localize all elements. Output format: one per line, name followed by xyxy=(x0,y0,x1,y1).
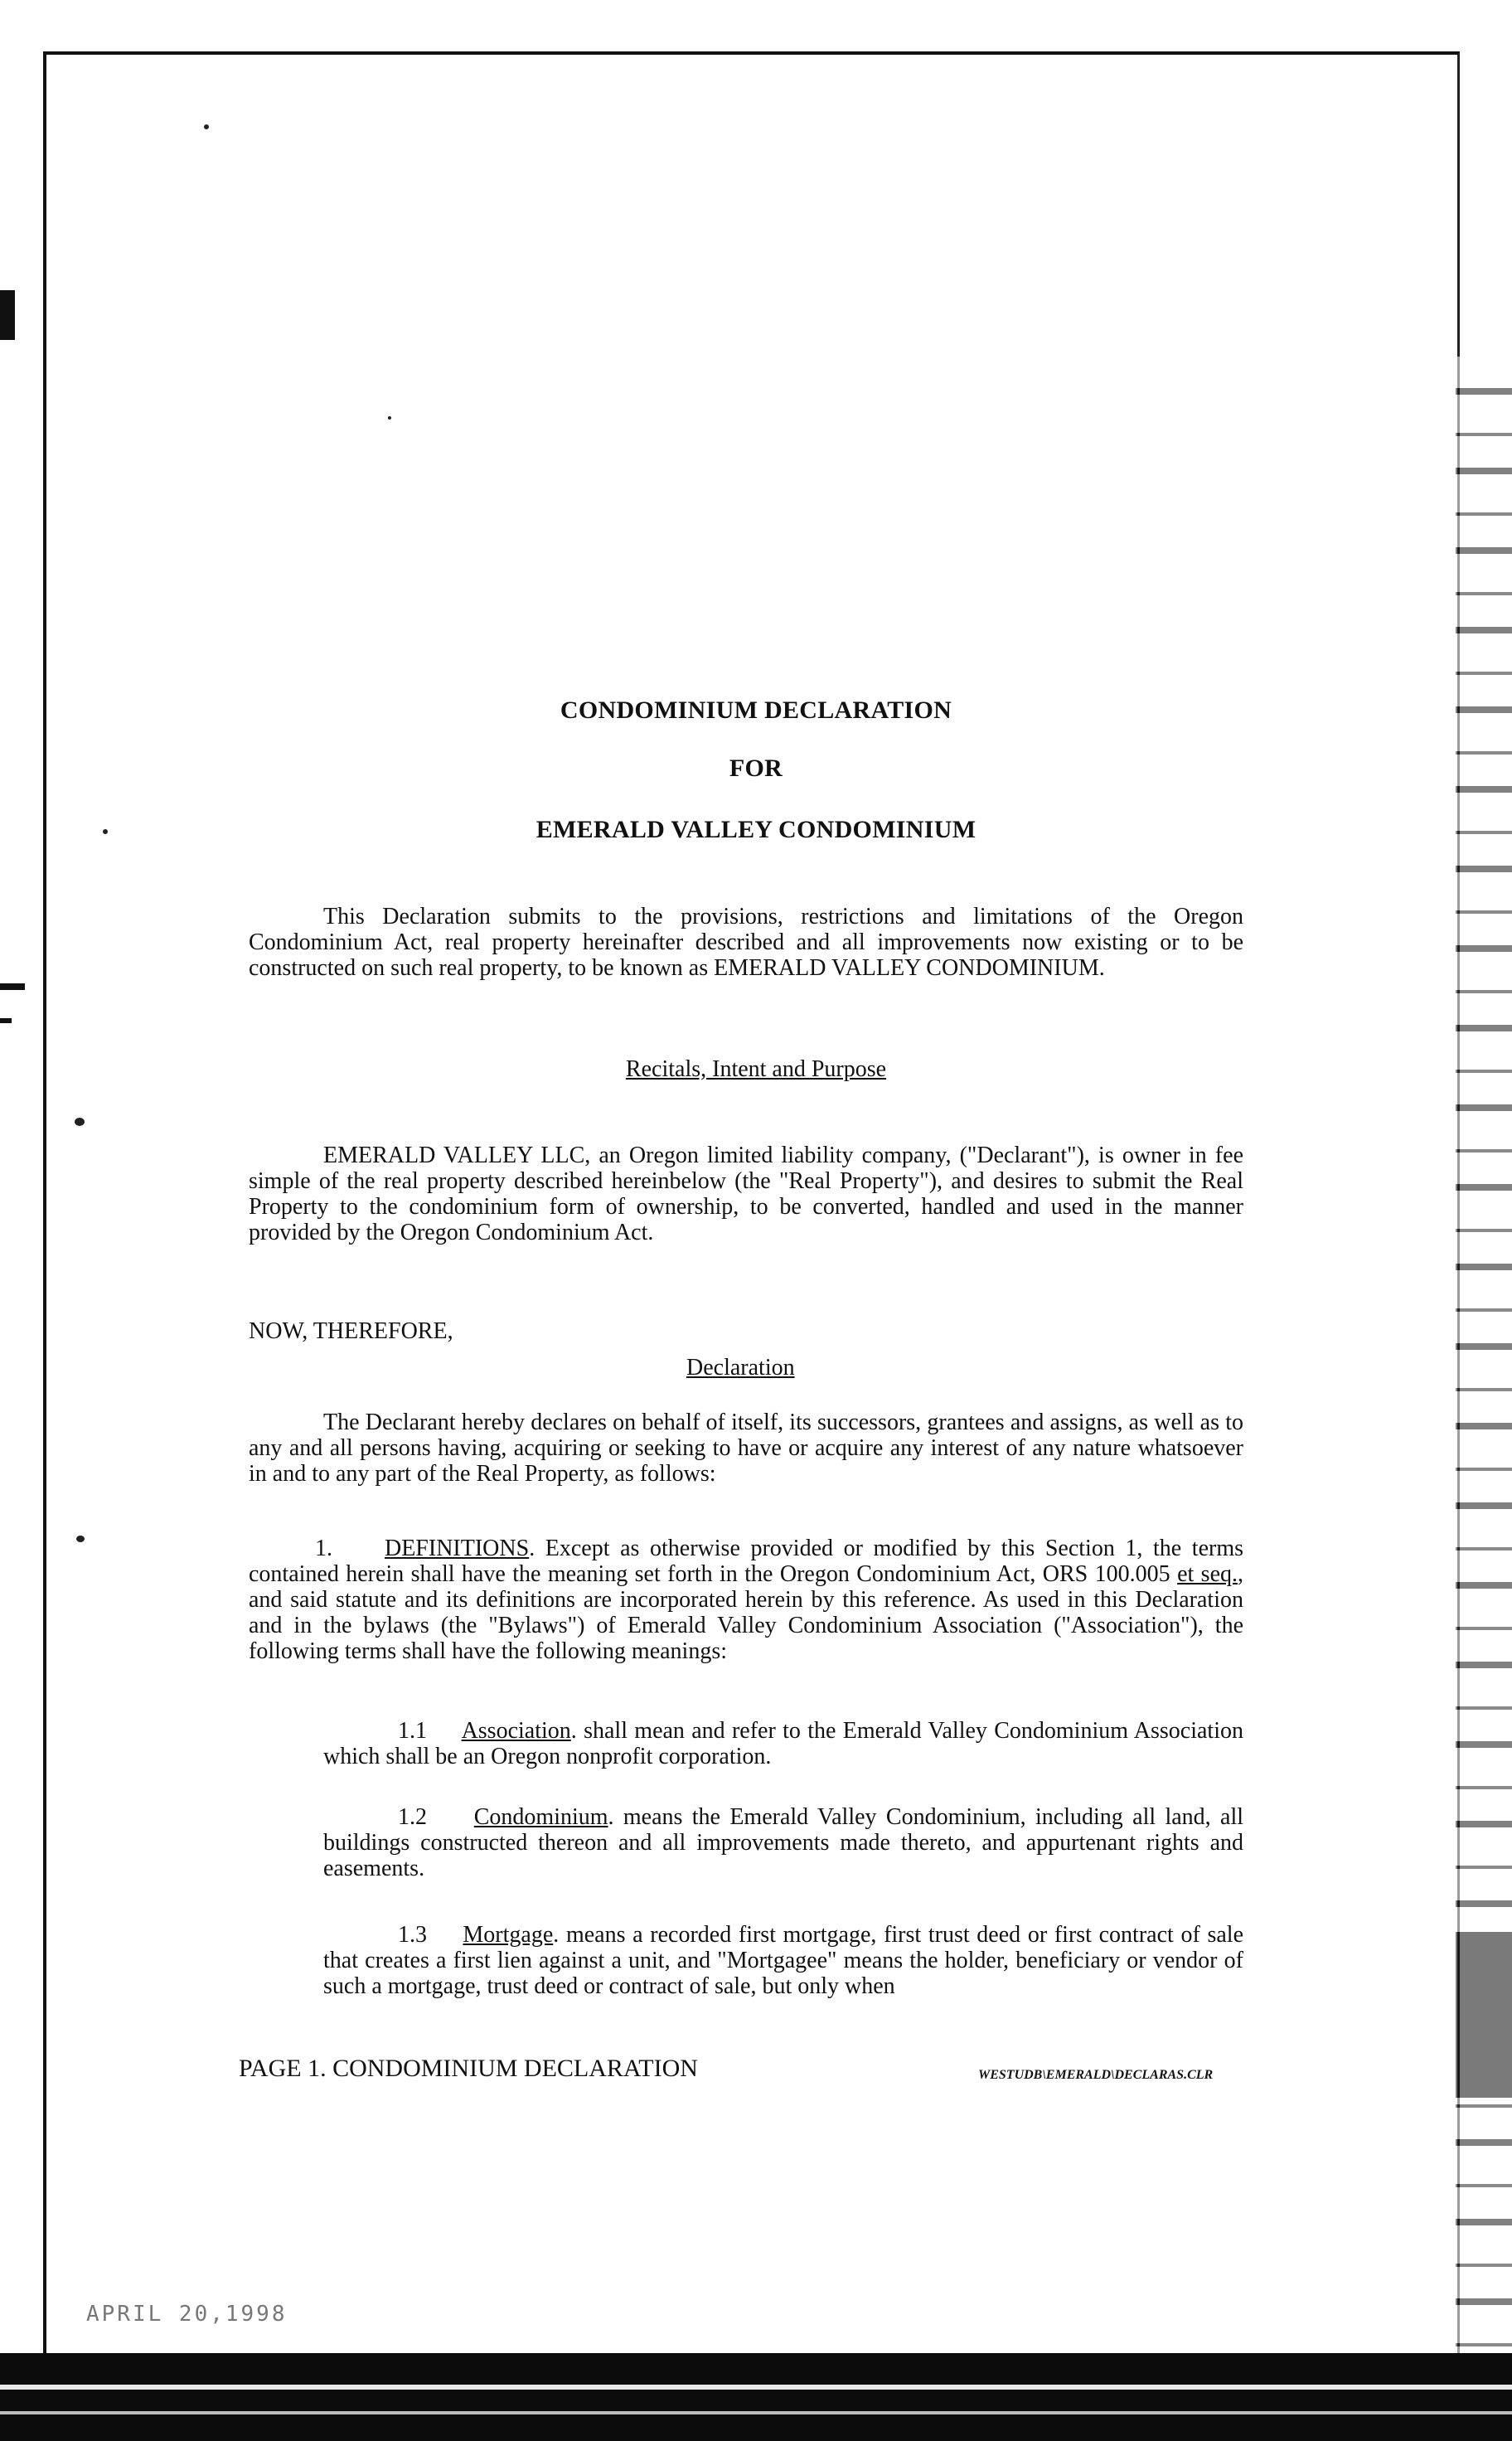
scan-stripe xyxy=(0,2385,1512,2390)
declaration-heading: Declaration xyxy=(686,1355,795,1381)
definition-term: Condominium xyxy=(473,1804,608,1830)
scan-speck xyxy=(204,124,209,129)
definition-term: Association xyxy=(461,1718,571,1744)
scan-mark-left xyxy=(0,290,15,340)
document-title-for: FOR xyxy=(729,755,783,782)
definition-number: 1.3 xyxy=(398,1922,427,1948)
definition-number: 1.1 xyxy=(398,1718,427,1744)
definition-1-3 xyxy=(323,1922,1243,1999)
now-therefore: NOW, THEREFORE, xyxy=(249,1318,453,1344)
et-seq: et seq. xyxy=(1177,1561,1238,1587)
definition-number: 1.2 xyxy=(398,1804,427,1830)
scan-edge-bottom xyxy=(0,2353,1512,2441)
definition-term: Mortgage xyxy=(463,1922,554,1948)
definition-text: . shall mean and refer to the Emerald Valley Condominium Association which shall be an Oregon nonprofit corporation. xyxy=(323,1718,1243,1769)
document-title: CONDOMINIUM DECLARATION xyxy=(560,696,952,724)
section-text: , and said statute and its definitions are incorporated herein by this reference. As used in this Declaration and in the bylaws (the "Bylaws") of Emerald Valley Condominium Association ("Association"), the following terms shall have the following meanings: xyxy=(249,1561,1244,1664)
scan-mark-left xyxy=(0,1018,12,1023)
recitals-paragraph: EMERALD VALLEY LLC, an Oregon limited liability company, ("Declarant"), is owner in fee simple of the real property described hereinbelow (the "Real Property"), and desires to submit the Real Property to the condominium form of ownership, to be converted, handled and used in the manner provided by the Oregon Condominium Act. xyxy=(249,1143,1243,1245)
scan-dark-band xyxy=(1456,1932,1512,2098)
section-1-definitions xyxy=(249,1536,1243,1664)
scan-edge-right xyxy=(1456,357,1512,2355)
recitals-heading: Recitals, Intent and Purpose xyxy=(625,1056,887,1082)
date-stamp: APRIL 20,1998 xyxy=(86,2302,288,2327)
scan-speck xyxy=(76,1536,85,1542)
scan-speck xyxy=(388,416,391,420)
definition-1-2 xyxy=(323,1804,1243,1881)
definition-text: . means a recorded first mortgage, first trust deed or first contract of sale that creates a first lien against a unit, and "Mortgagee" means the holder, beneficiary or vendor of such a mortgage, trust deed or contract of sale, but only when xyxy=(323,1922,1244,1999)
scan-stripe xyxy=(0,2411,1512,2414)
scan-speck xyxy=(75,1118,85,1126)
section-number: 1. xyxy=(315,1536,332,1561)
declaration-paragraph: The Declarant hereby declares on behalf of itself, its successors, grantees and assigns, as well as to any and all persons having, acquiring or seeking to have or acquire any interest of any nature whatsoever in and to any part of the Real Property, as follows: xyxy=(249,1410,1243,1487)
document-title-name: EMERALD VALLEY CONDOMINIUM xyxy=(536,816,976,843)
page-footer: PAGE 1. CONDOMINIUM DECLARATION xyxy=(239,2055,698,2082)
file-path-footer: WESTUDB\EMERALD\DECLARAS.CLR xyxy=(978,2068,1214,2082)
intro-paragraph: This Declaration submits to the provisions, restrictions and limitations of the Oregon Condominium Act, real property hereinafter described and all improvements now existing or to be constructed on such real property, to be known as EMERALD VALLEY CONDOMINIUM. xyxy=(249,904,1243,981)
definition-text: . means the Emerald Valley Condominium, including all land, all buildings constructed thereon and all improvements made thereto, and appurtenant rights and easements. xyxy=(323,1804,1244,1881)
section-heading: DEFINITIONS xyxy=(384,1536,530,1561)
section-text: . Except as otherwise provided or modified by this Section 1, the terms contained herein shall have the meaning set forth in the Oregon Condominium Act, ORS 100.005 xyxy=(249,1536,1244,1587)
definition-1-1 xyxy=(323,1718,1243,1769)
scan-mark-left xyxy=(0,983,25,990)
